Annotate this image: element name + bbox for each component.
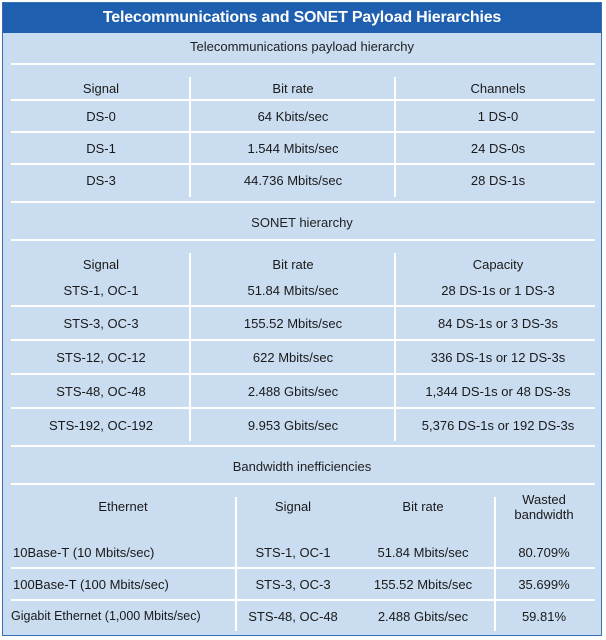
table-cell: 28 DS-1s [470,173,526,188]
divider [189,77,191,197]
divider [11,373,595,375]
divider [394,253,396,441]
divider [11,201,595,203]
table-cell: 64 Kbits/sec [257,109,329,124]
table-frame [2,2,602,636]
table-cell: DS-1 [86,141,116,156]
sonet-col-signal: Signal [82,257,120,272]
table-cell: STS-48, OC-48 [56,384,146,399]
table-cell: 336 DS-1s or 12 DS-3s [430,350,566,365]
divider [394,77,396,197]
bandwidth-heading: Bandwidth inefficiencies [232,459,372,474]
table-cell: STS-192, OC-192 [48,418,154,433]
divider [11,407,595,409]
table-cell: STS-48, OC-48 [248,609,338,624]
sonet-col-capacity: Capacity [472,257,524,272]
sonet-heading: SONET hierarchy [251,215,353,230]
table-cell: 35.699% [518,577,570,592]
table-cell: 59.81% [521,609,567,624]
table-cell: 24 DS-0s [470,141,526,156]
telecom-col-bitrate: Bit rate [272,81,314,96]
divider [11,305,595,307]
table-cell: 100Base-T (100 Mbits/sec) [13,577,169,592]
table-cell: Gigabit Ethernet (1,000 Mbits/sec) [11,609,201,623]
bandwidth-col-signal: Signal [274,499,312,514]
bandwidth-col-ethernet: Ethernet [98,499,148,514]
table-cell: STS-12, OC-12 [56,350,146,365]
table-cell: 51.84 Mbits/sec [377,545,469,560]
table-cell: 44.736 Mbits/sec [243,173,343,188]
page-title: Telecommunications and SONET Payload Hierarchies [3,3,601,33]
table-cell: 9.953 Gbits/sec [247,418,339,433]
table-cell: 1.544 Mbits/sec [247,141,339,156]
divider [11,99,595,101]
divider [11,239,595,241]
bandwidth-col-bitrate: Bit rate [402,499,444,514]
table-cell: DS-3 [86,173,116,188]
table-cell: 2.488 Gbits/sec [377,609,469,624]
divider [11,339,595,341]
telecom-col-signal: Signal [82,81,120,96]
table-cell: 155.52 Mbits/sec [373,577,473,592]
table-cell: 1,344 DS-1s or 48 DS-3s [425,384,571,399]
bandwidth-col-wasted: Wasted bandwidth [514,492,574,522]
table-cell: 155.52 Mbits/sec [243,316,343,331]
divider [11,599,595,601]
divider [494,497,496,631]
table-cell: STS-1, OC-1 [63,283,139,298]
telecom-heading: Telecommunications payload hierarchy [189,39,414,54]
table-cell: STS-3, OC-3 [255,577,331,592]
table-cell: 622 Mbits/sec [252,350,334,365]
divider [11,483,595,485]
table-cell: 5,376 DS-1s or 192 DS-3s [421,418,575,433]
table-cell: 1 DS-0 [477,109,519,124]
telecom-col-channels: Channels [470,81,526,96]
table-cell: DS-0 [86,109,116,124]
divider [11,63,595,65]
divider [11,445,595,447]
table-cell: STS-1, OC-1 [255,545,331,560]
divider [11,131,595,133]
divider [189,253,191,441]
divider [11,163,595,165]
divider [11,567,595,569]
table-cell: 84 DS-1s or 3 DS-3s [438,316,558,331]
table-cell: STS-3, OC-3 [63,316,139,331]
table-cell: 80.709% [518,545,570,560]
table-cell: 28 DS-1s or 1 DS-3 [441,283,555,298]
sonet-col-bitrate: Bit rate [272,257,314,272]
table-cell: 2.488 Gbits/sec [247,384,339,399]
table-cell: 10Base-T (10 Mbits/sec) [13,545,155,560]
table-cell: 51.84 Mbits/sec [247,283,339,298]
